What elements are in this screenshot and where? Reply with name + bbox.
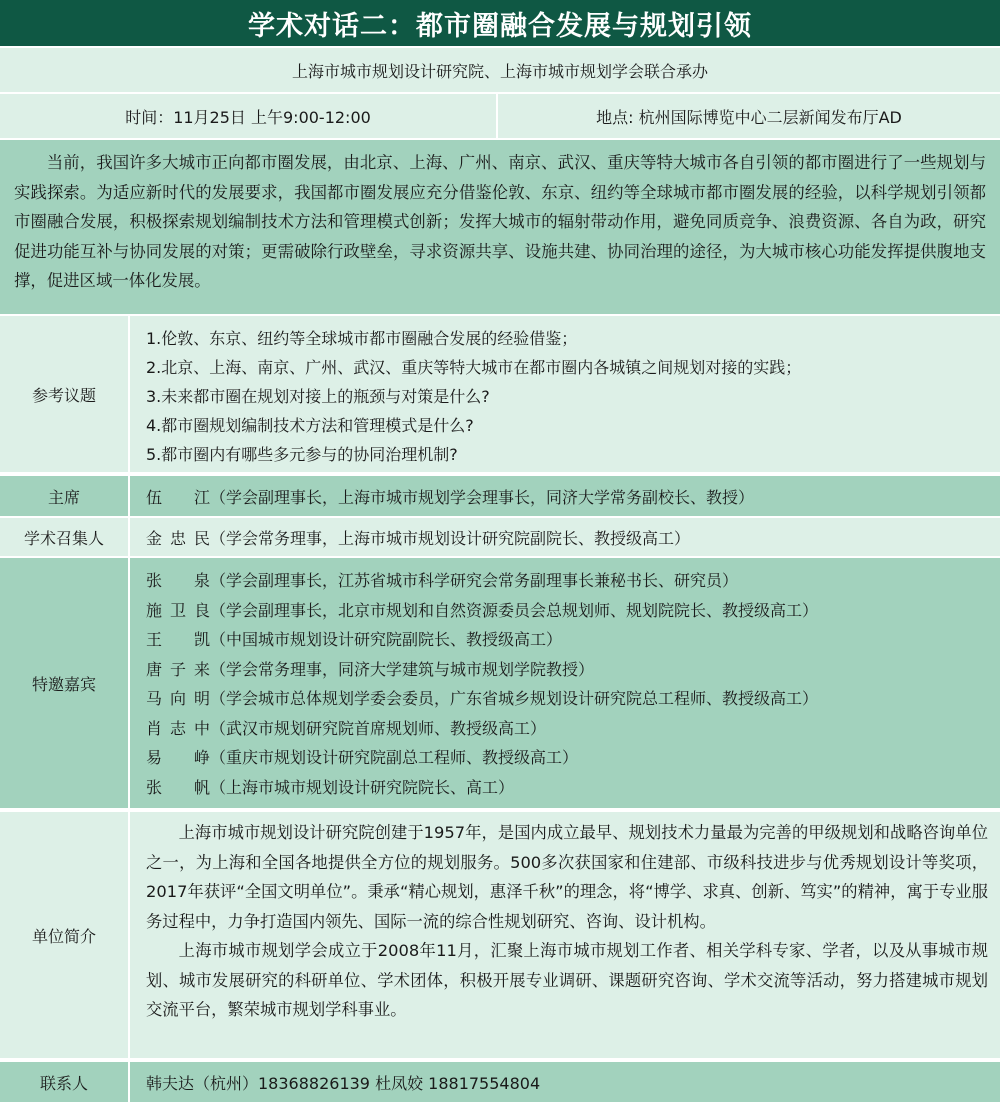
- guest-name: 肖志中: [146, 718, 210, 738]
- organizers-line: 上海市城市规划设计研究院、上海市城市规划学会联合承办: [0, 48, 1000, 92]
- guest-item: [146, 625, 1000, 655]
- chair-row: [0, 476, 1000, 516]
- convener-title: （学会常务理事，上海市城市规划设计研究院副院长、教授级高工）: [210, 528, 691, 548]
- units-label: 单位简介: [0, 812, 128, 1058]
- guest-item: [146, 596, 1000, 626]
- chair-label: 主席: [0, 476, 128, 516]
- page-title: 学术对话二：都市圈融合发展与规划引领: [0, 0, 1000, 46]
- guest-name: 易峥: [146, 748, 210, 767]
- guest-name: 施卫良: [146, 600, 210, 620]
- unit-paragraph: 上海市城市规划设计研究院创建于1957年，是国内成立最早、规划技术力量最为完善的甲级规划和战略咨询单位之一，为上海和全国各地提供全方位的规划服务。500多次获国家和住建部、市级科技进步与优秀规划设计等奖项，2017年获评“全国文明单位”。秉承“精心规划，惠泽千秋”的理念，将“博学、求真、创新、笃实”的精神，寓于专业服务过程中，力争打造国内领先、国际一流的综合性规划研究、咨询、设计机构。: [146, 823, 988, 931]
- topic-item: 3.未来都市圈在规划对接上的瓶颈与对策是什么?: [146, 387, 490, 406]
- guest-title: （学会常务理事，同济大学建筑与城市规划学院教授）: [210, 659, 595, 679]
- chair-title: （学会副理事长，上海市城市规划学会理事长，同济大学常务副校长、教授）: [210, 487, 755, 507]
- topic-item: 2.北京、上海、南京、广州、武汉、重庆等特大城市在都市圈内各城镇之间规划对接的实践；: [146, 358, 802, 377]
- unit-paragraph: 上海市城市规划学会成立于2008年11月，汇聚上海市城市规划工作者、相关学科专家、学者，以及从事城市规划、城市发展研究的科研单位、学术团体，积极开展专业调研、课题研究咨询、学术交流等活动，努力搭建城市规划交流平台，繁荣城市规划学科事业。: [146, 941, 988, 1019]
- guest-title: （中国城市规划设计研究院副院长、教授级高工）: [210, 630, 563, 649]
- convener-label: 学术召集人: [0, 518, 128, 556]
- topics-label: 参考议题: [0, 316, 128, 472]
- topic-item: 1.伦敦、东京、纽约等全球城市都市圈融合发展的经验借鉴；: [146, 329, 578, 348]
- units-row: [0, 812, 1000, 1058]
- guest-item: [146, 743, 1000, 773]
- topics-row: [0, 316, 1000, 472]
- guest-name: 唐子来: [146, 659, 210, 679]
- guests-label: 特邀嘉宾: [0, 558, 128, 808]
- contact-value: 韩夫达（杭州）18368826139 杜凤姣 18817554804: [130, 1062, 1000, 1102]
- guest-title: （武汉市规划研究院首席规划师、教授级高工）: [210, 718, 547, 738]
- guest-item: [146, 655, 1000, 685]
- guest-title: （学会副理事长，北京市规划和自然资源委员会总规划师、规划院院长、教授级高工）: [210, 600, 819, 620]
- contact-row: [0, 1062, 1000, 1102]
- guest-title: （重庆市规划设计研究院副总工程师、教授级高工）: [210, 748, 579, 767]
- guest-name: 马向明: [146, 689, 210, 708]
- guest-title: （学会副理事长，江苏省城市科学研究会常务副理事长兼秘书长、研究员）: [210, 571, 739, 590]
- topic-item: 5.都市圈内有哪些多元参与的协同治理机制?: [146, 445, 458, 464]
- units-text: [130, 812, 1000, 1058]
- guests-row: [0, 558, 1000, 808]
- event-time: 时间：11月25日 上午9:00-12:00: [0, 94, 496, 138]
- convener-value: [130, 518, 1000, 556]
- intro-paragraph: 当前，我国许多大城市正向都市圈发展，由北京、上海、广州、南京、武汉、重庆等特大城市各自引领的都市圈进行了一些规划与实践探索。为适应新时代的发展要求，我国都市圈发展应充分借鉴伦敦、东京、纽约等全球城市都市圈发展的经验，以科学规划引领都市圈融合发展，积极探索规划编制技术方法和管理模式创新；发挥大城市的辐射带动作用，避免同质竞争、浪费资源、各自为政，研究促进功能互补与协同发展的对策；更需破除行政壁垒，寻求资源共享、设施共建、协同治理的途径，为大城市核心功能发挥提供腹地支撑，促进区域一体化发展。: [0, 140, 1000, 314]
- guest-item: [146, 714, 1000, 744]
- topic-item: 4.都市圈规划编制技术方法和管理模式是什么?: [146, 416, 474, 435]
- guest-item: [146, 773, 1000, 803]
- guest-title: （上海市城市规划设计研究院院长、高工）: [210, 777, 515, 797]
- event-place: 地点: 杭州国际博览中心二层新闻发布厅AD: [498, 94, 1000, 138]
- guest-name: 张泉: [146, 571, 210, 590]
- topics-list: [130, 316, 1000, 472]
- guests-list: [130, 558, 1000, 808]
- convener-row: [0, 518, 1000, 556]
- guest-title: （学会城市总体规划学委会委员，广东省城乡规划设计研究院总工程师、教授级高工）: [210, 689, 819, 708]
- time-place-row: [0, 94, 1000, 138]
- guest-name: 王凯: [146, 630, 210, 649]
- convener-name: 金忠民: [146, 528, 210, 548]
- guest-name: 张帆: [146, 777, 210, 797]
- guest-item: [146, 684, 1000, 714]
- chair-value: [130, 476, 1000, 516]
- guest-item: [146, 566, 1000, 596]
- chair-name: 伍江: [146, 487, 210, 507]
- contact-label: 联系人: [0, 1062, 128, 1102]
